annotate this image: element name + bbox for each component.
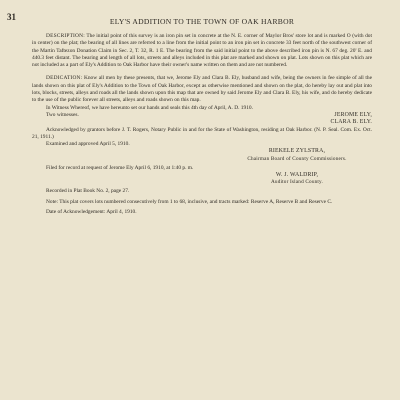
description-paragraph [32,33,372,69]
chairman-title: Chairman Board of County Commissioners. [247,155,347,162]
note-text: Note: This plat covers lots numbered consecutively from 1 to 68, inclusive, and tracts marked: Reserve A, Reserve B and Reserve C. [46,198,333,205]
description-label: DESCRIPTION: [46,33,85,39]
auditor-name: W. J. WALDRIP, [275,172,319,179]
dedication-text: Know all men by these presents, that we, Jerome Ely and Clara B. Ely, husband and wife, being the owners in fee simple of all the lands shown on this plat of Ely's Addition to the Town of Oak Harbor, except as otherwise mentioned and shown on the plat, do hereby lay out and plat into lots, blocks, streets, alleys and roads all the lands shown upon this map that are owned by said Jerome Ely and Clara B. Ely, his wife, and do hereby dedicate to the use of the public forever all streets, alleys and roads shown on this map. [32,75,372,104]
signer-block [252,112,372,127]
filed-row [32,165,372,172]
recorded-text: Recorded in Plat Book No. 2, page 27. [46,188,130,195]
filed-text: Filed for record at request of Jerome Ely April 6, 1910, at 1:40 p. m. [46,164,194,171]
witness-statement: In Witness Whereof, we have hereunto set our hands and seals this 4th day of April, A. D. 1910. [46,104,253,111]
description-text: The initial point of this survey is an iron pin set in concrete at the N. E. corner of Maylor Bros' store lot and is marked O (with dot in center) on the plat; the bearing of all lines are referred to a line from the initial point to an iron pin set in concrete 33 feet north of the southwest corner of the Martin Taftezon Donation Claim in Sec. 2, T. 32, R. 1 E. The bearing from the said initial point to the above described iron pin is N. 67 deg. 20' E. and 440.3 feet distant. The bearing and length of all lots, streets and alleys included in this plat are marked and shown on plat. Lots shown on this plat which are not included as a part of Ely's Addition to Oak Harbor have their owner's name written on them and are not numbered. [32,33,372,69]
auditor-signature-block [222,172,372,186]
document-title: ELY'S ADDITION TO THE TOWN OF OAK HARBOR [109,17,295,26]
acknowledged-text: Acknowledged by grantors before J. T. Rogers, Notary Public in and for the State of Washington, residing at Oak Harbor. (N. P. Seal. Com. Ex. Oct. 21, 1911.) [32,126,372,140]
page-number: 31 [7,12,16,22]
two-witnesses: Two witnesses. [46,111,79,118]
dedication-paragraph [32,75,372,104]
dedication-label: DEDICATION: [46,75,83,82]
examined-text: Examined and approved April 5, 1910. [46,141,130,148]
witness-row [32,112,372,127]
chairman-name: RIEKELE ZYLSTRA, [268,148,326,155]
chairman-signature-block [222,148,372,162]
signer-clara-ely: CLARA B. ELY. [330,119,372,126]
auditor-title: Auditor Island County. [270,179,324,186]
signer-jerome-ely: JEROME ELY, [334,111,372,118]
date-acknowledgement: Date of Acknowledgement: April 4, 1910. [46,208,137,215]
